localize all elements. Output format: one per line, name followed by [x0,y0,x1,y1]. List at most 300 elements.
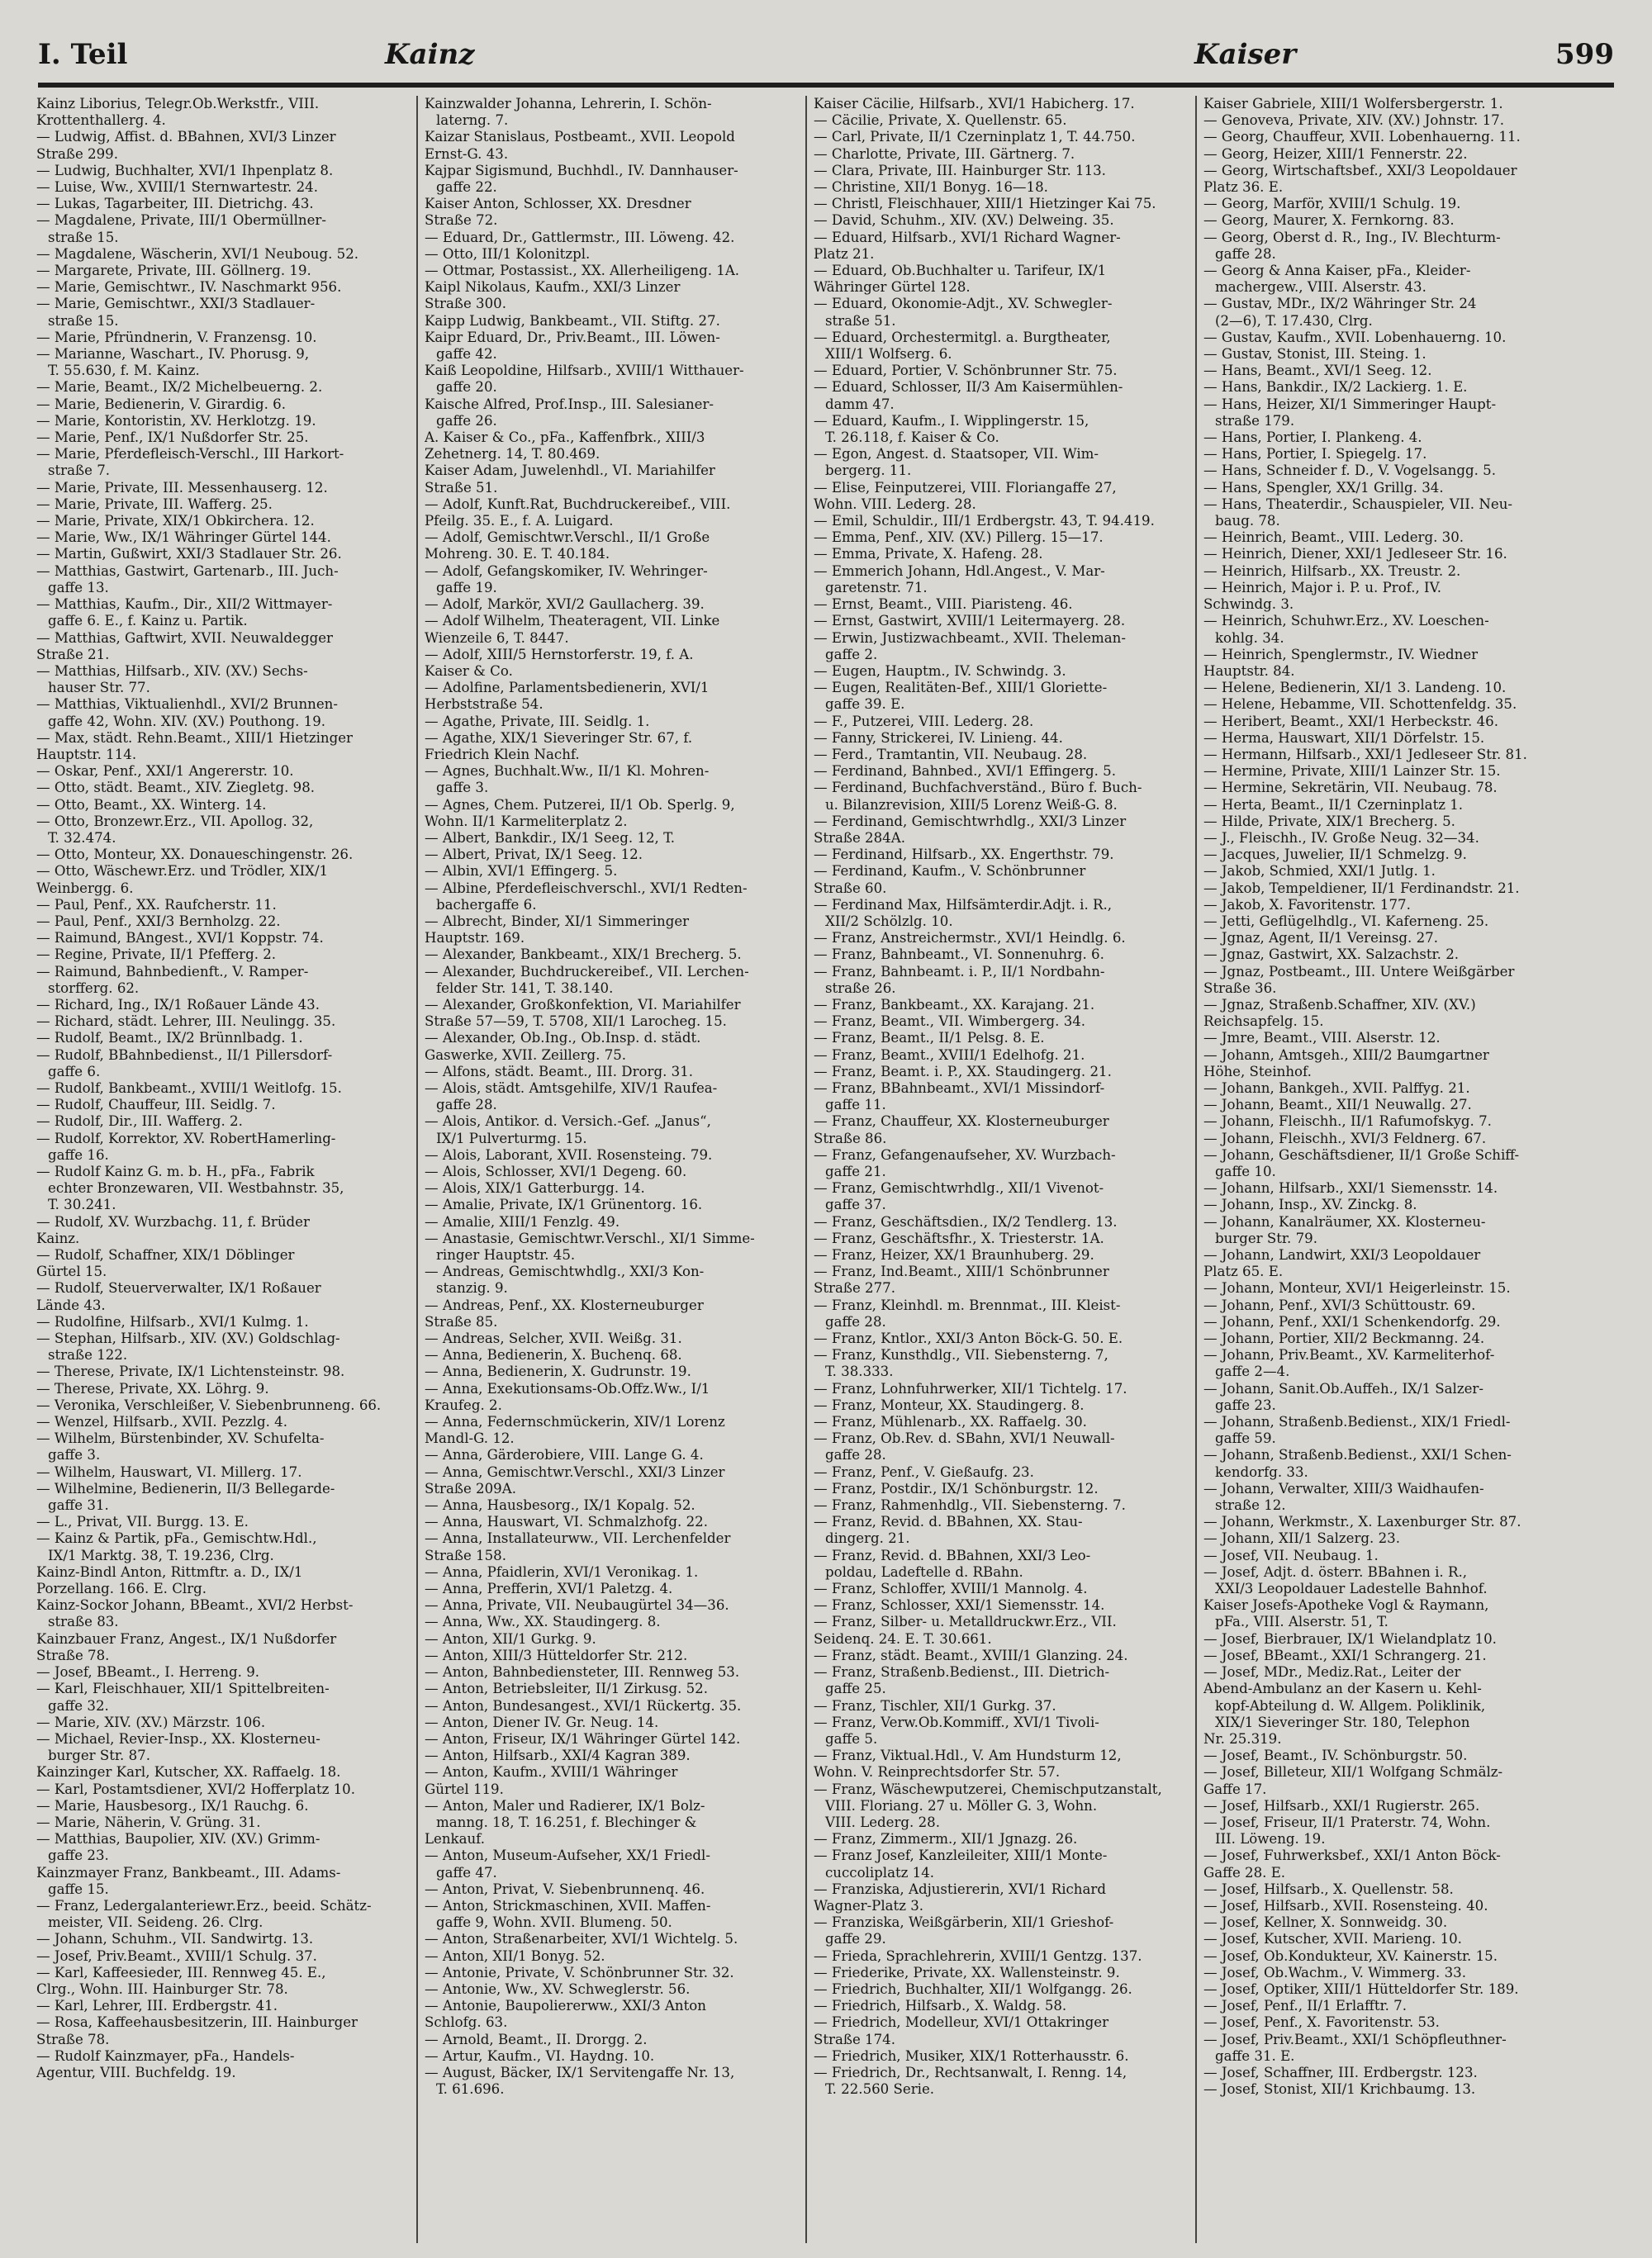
directory-line: baug. 78. [1215,513,1280,529]
directory-line: gaffe 32. [48,1697,109,1714]
directory-line: — Anton, Bahnbediensteter, III. Rennweg 53. [425,1664,740,1681]
directory-line: — Franz, Kleinhdl. m. Brennmat., III. Kleist- [814,1297,1121,1313]
directory-line: — Ferdinand Max, Hilfsämterdir.Adjt. i. R., [814,896,1113,913]
directory-line: — Rosa, Kaffeehausbesitzerin, III. Hainburger [36,2014,358,2031]
directory-line: — Emil, Schuldir., III/1 Erdbergstr. 43, T. 94.419. [814,513,1155,529]
directory-line: bachergaffe 6. [436,896,537,913]
directory-line: — Otto, Beamt., XX. Winterg. 14. [36,796,267,813]
directory-line: — Richard, städt. Lehrer, III. Neulingg. 35. [36,1013,336,1030]
directory-line: — Josef, BBeamt., XXI/1 Schrangerg. 21. [1203,1647,1487,1663]
directory-line: — Anna, Ww., XX. Staudingerg. 8. [425,1614,661,1630]
directory-line: Lenkauf. [425,1831,485,1848]
directory-line: — Anna, Gemischtwr.Verschl., XXI/3 Linzer [425,1463,725,1480]
directory-line: Reichsapfelg. 15. [1203,1013,1324,1030]
directory-line: — Anton, XII/1 Gurkg. 9. [425,1630,596,1647]
directory-line: gaffe 5. [825,1730,878,1747]
directory-line: Wienzeile 6, T. 8447. [425,629,569,646]
directory-line: — Anton, XII/1 Bonyg. 52. [425,1947,605,1964]
directory-line: Platz 21. [814,245,875,262]
directory-line: — Franz, Kntlor., XXI/3 Anton Böck-G. 50. E. [814,1331,1123,1347]
directory-line: straße 7. [48,463,111,479]
directory-line: gaffe 47. [436,1864,497,1881]
directory-line: — Heinrich, Beamt., VIII. Lederg. 30. [1203,529,1464,546]
directory-line: — Ferdinand, Buchfachverständ., Büro f. Buch- [814,780,1142,796]
directory-line: straße 122. [48,1347,128,1364]
directory-line: — Anton, Museum-Aufseher, XX/1 Friedl- [425,1848,710,1864]
directory-line: — Eduard, Hilfsarb., XVI/1 Richard Wagner- [814,229,1121,245]
directory-line: — Raimund, BAngest., XVI/1 Koppstr. 74. [36,930,324,946]
directory-line: — Friederike, Private, XX. Wallensteinstr. 9. [814,1964,1120,1980]
directory-line: — Albin, XVI/1 Effingerg. 5. [425,863,618,880]
directory-line: gaffe 2—4. [1215,1364,1290,1380]
directory-line: Wohn. VIII. Lederg. 28. [814,496,976,512]
directory-line: Porzellang. 166. E. Clrg. [36,1581,207,1597]
directory-line: — Franz, Penf., V. Gießaufg. 23. [814,1463,1034,1480]
directory-line: burger Str. 79. [1215,1230,1317,1246]
directory-line: gaffe 9, Wohn. XVII. Blumeng. 50. [436,1914,672,1931]
directory-line: — Heinrich, Spenglermstr., IV. Wiedner [1203,646,1479,662]
directory-line: — Josef, Hilfsarb., X. Quellenstr. 58. [1203,1881,1454,1897]
directory-line: — Emma, Private, X. Hafeng. 28. [814,546,1043,562]
directory-line: Kaiser Gabriele, XIII/1 Wolfersbergerstr. 1. [1203,96,1503,111]
directory-line: kohlg. 34. [1215,629,1284,646]
directory-line: — Anton, Friseur, IX/1 Währinger Gürtel 142. [425,1730,741,1747]
directory-line: Mandl-G. 12. [425,1430,515,1447]
directory-line: — Therese, Private, IX/1 Lichtensteinstr. 98. [36,1364,345,1380]
directory-line: — Marie, Private, XIX/1 Obkirchera. 12. [36,513,315,529]
directory-line: — Regine, Private, II/1 Pfefferg. 2. [36,946,277,963]
directory-line: — Hans, Portier, I. Spiegelg. 17. [1203,446,1427,463]
directory-line: — Adolf Wilhelm, Theateragent, VII. Linke [425,613,720,629]
directory-line: Gürtel 119. [425,1781,504,1797]
directory-line: Straße 299. [36,145,118,162]
directory-line: — Heinrich, Major i. P. u. Prof., IV. [1203,579,1441,595]
directory-line: — Friedrich, Buchhalter, XII/1 Wolfgangg. 26. [814,1980,1132,1997]
directory-line: — Franziska, Adjustiererin, XVI/1 Richard [814,1881,1106,1897]
directory-line: gaffe 19. [436,579,497,595]
directory-line: Platz 36. E. [1203,179,1284,196]
directory-line: — Johann, Geschäftsdiener, II/1 Große Schiff- [1203,1146,1520,1163]
directory-line: Kainzwalder Johanna, Lehrerin, I. Schön- [425,96,712,111]
directory-line: — Jetti, Geflügelhdlg., VI. Kaferneng. 25. [1203,913,1489,929]
directory-line: — Heinrich, Hilfsarb., XX. Treustr. 2. [1203,562,1461,579]
directory-line: — Erwin, Justizwachbeamt., XVII. Theleman- [814,629,1126,646]
directory-line: Wohn. V. Reinprechtsdorfer Str. 57. [814,1764,1061,1781]
directory-line: — Antonie, Ww., XV. Schweglerstr. 56. [425,1980,691,1997]
directory-line: — Karl, Postamtsdiener, XVI/2 Hofferplatz 10. [36,1781,356,1797]
directory-line: — Heinrich, Schuhwr.Erz., XV. Loeschen- [1203,613,1489,629]
directory-line: — Marie, Näherin, V. Grüng. 31. [36,1814,261,1830]
directory-line: — Johann, Straßenb.Bedienst., XIX/1 Friedl- [1203,1414,1511,1430]
directory-line: — Agnes, Chem. Putzerei, II/1 Ob. Sperlg. 9, [425,796,735,813]
directory-line: — Johann, Priv.Beamt., XV. Karmeliterhof- [1203,1347,1495,1364]
directory-line: — Johann, Beamt., XII/1 Neuwallg. 27. [1203,1097,1472,1113]
directory-line: — Franz, Straßenb.Bedienst., III. Dietrich- [814,1664,1110,1681]
page-header [38,38,1614,79]
directory-line: — Franz, Silber- u. Metalldruckwr.Erz., VII. [814,1614,1117,1630]
directory-line: — Veronika, Verschleißer, V. Siebenbrunneng. 66. [36,1397,382,1413]
directory-line: Kainz. [36,1230,80,1246]
directory-line: — Otto, Monteur, XX. Donaueschingenstr. 26. [36,847,354,863]
directory-line: Zehetnerg. 14, T. 80.469. [425,446,601,463]
directory-line: — Karl, Kaffeesieder, III. Rennweg 45. E., [36,1964,326,1980]
directory-line: Währinger Gürtel 128. [814,279,971,296]
directory-line: Kainzinger Karl, Kutscher, XX. Raffaelg. 18. [36,1764,341,1781]
directory-line: Kainz Liborius, Telegr.Ob.Werkstfr., VIII. [36,96,320,111]
directory-line: — Hilde, Private, XIX/1 Brecherg. 5. [1203,813,1455,829]
directory-line: Straße 277. [814,1280,895,1297]
directory-line: — Alois, Schlosser, XVI/1 Degeng. 60. [425,1164,687,1179]
directory-line: — Jakob, Schmied, XXI/1 Jutlg. 1. [1203,863,1436,880]
directory-line: — Friedrich, Musiker, XIX/1 Rotterhausstr. 6. [814,2047,1129,2064]
directory-line: — Ludwig, Affist. d. BBahnen, XVI/3 Linzer [36,129,336,145]
directory-line: — Jakob, Tempeldiener, II/1 Ferdinandstr. 21. [1203,880,1520,896]
directory-line: Ernst-G. 43. [425,145,509,162]
directory-line: — Alexander, Bankbeamt., XIX/1 Brecherg. 5. [425,946,742,963]
directory-line: Pfeilg. 35. E., f. A. Luigard. [425,513,614,529]
directory-line: — Rudolfine, Hilfsarb., XVI/1 Kulmg. 1. [36,1313,309,1330]
directory-line: — Marie, Hausbesorg., IX/1 Rauchg. 6. [36,1797,309,1814]
directory-line: — Jgnaz, Gastwirt, XX. Salzachstr. 2. [1203,946,1460,963]
directory-line: straße 12. [1215,1497,1286,1514]
directory-line: — Franz, Revid. d. BBahnen, XXI/3 Leo- [814,1547,1091,1563]
directory-line: — Hermine, Private, XIII/1 Lainzer Str. 15. [1203,763,1501,780]
directory-line: — Friedrich, Modelleur, XVI/1 Ottakringer [814,2014,1108,2031]
directory-line: garetenstr. 71. [825,579,928,595]
directory-line: — Margarete, Private, III. Göllnerg. 19. [36,263,311,279]
directory-line: — Eduard, Kaufm., I. Wipplingerstr. 15, [814,412,1089,429]
directory-line: Kaiser Cäcilie, Hilfsarb., XVI/1 Habicherg. 17. [814,96,1135,111]
directory-line: Schwindg. 3. [1203,596,1294,613]
directory-line: — Elise, Feinputzerei, VIII. Floriangaffe 27, [814,479,1117,496]
directory-line: — Oskar, Penf., XXI/1 Angererstr. 10. [36,763,294,780]
directory-line: — Andreas, Penf., XX. Klosterneuburger [425,1297,704,1313]
directory-line: — Agathe, Private, III. Seidlg. 1. [425,713,650,729]
directory-line: — Josef, Adjt. d. österr. BBahnen i. R., [1203,1563,1468,1580]
directory-line: — Therese, Private, XX. Löhrg. 9. [36,1380,269,1397]
directory-line: VIII. Lederg. 28. [825,1814,940,1830]
directory-line: — August, Bäcker, IX/1 Servitengaffe Nr. 13, [425,2064,735,2080]
directory-line: — Jacques, Juwelier, II/1 Schmelzg. 9. [1203,847,1467,863]
directory-line: — Eduard, Portier, V. Schönbrunner Str. 75. [814,363,1118,379]
directory-line: — Anna, Bedienerin, X. Buchenq. 68. [425,1347,682,1364]
directory-line: — Josef, Fuhrwerksbef., XXI/1 Anton Böck- [1203,1848,1501,1864]
directory-line: gaffe 28. [1215,245,1276,262]
directory-line: Agentur, VIII. Buchfeldg. 19. [36,2064,236,2080]
directory-line: — Franz, Beamt., XVIII/1 Edelhofg. 21. [814,1046,1085,1063]
directory-line: — Franz, Mühlenarb., XX. Raffaelg. 30. [814,1414,1087,1430]
directory-line: — Anna, Federnschmückerin, XIV/1 Lorenz [425,1414,725,1430]
directory-line: — Adolf, XIII/5 Hernstorferstr. 19, f. A. [425,646,694,662]
directory-line: XII/2 Schölzlg. 10. [825,913,953,929]
directory-line: Hauptstr. 114. [36,746,137,762]
directory-line: — Josef, Hilfsarb., XVII. Rosensteing. 40. [1203,1897,1488,1914]
directory-line: — Johann, Bankgeh., XVII. Palffyg. 21. [1203,1079,1470,1096]
directory-line: Platz 65. E. [1203,1264,1284,1280]
directory-line: — Franz, Ind.Beamt., XIII/1 Schönbrunner [814,1264,1109,1280]
directory-line: — Anna, Gärderobiere, VIII. Lange G. 4. [425,1447,704,1463]
directory-line: — Otto, städt. Beamt., XIV. Ziegletg. 98. [36,780,316,796]
directory-line: — Josef, Ob.Kondukteur, XV. Kainerstr. 15. [1203,1947,1498,1964]
directory-line: — Georg, Wirtschaftsbef., XXI/3 Leopoldauer [1203,162,1517,178]
directory-line: — Alexander, Ob.Ing., Ob.Insp. d. städt. [425,1030,701,1046]
directory-line: — Adolf, Gemischtwr.Verschl., II/1 Große [425,529,710,546]
directory-line: — Franz, Verw.Ob.Kommiff., XVI/1 Tivoli- [814,1714,1099,1730]
directory-line: Kaizar Stanislaus, Postbeamt., XVII. Leopold [425,129,735,145]
directory-line: — Marie, Gemischtwr., IV. Naschmarkt 956. [36,279,342,296]
directory-line: Schlofg. 63. [425,2014,508,2031]
directory-line: gaffe 6. E., f. Kainz u. Partik. [48,613,248,629]
directory-line: — Adolf, Gefangskomiker, IV. Wehringer- [425,562,708,579]
directory-line: — Ludwig, Buchhalter, XVI/1 Ihpenplatz 8. [36,162,334,178]
directory-line: — Georg, Heizer, XIII/1 Fennerstr. 22. [1203,145,1468,162]
directory-line: — Josef, Beamt., IV. Schönburgstr. 50. [1203,1748,1468,1764]
directory-line: Kajpar Sigismund, Buchhdl., IV. Dannhauser- [425,162,738,178]
directory-line: XIX/1 Sieveringer Str. 180, Telephon [1215,1714,1470,1730]
directory-line: Straße 72. [425,212,498,229]
directory-line: — Anna, Bedienerin, X. Gudrunstr. 19. [425,1364,691,1380]
running-head-right: Kaiser [1194,38,1297,71]
directory-line: — Rudolf, Steuerverwalter, IX/1 Roßauer [36,1280,321,1297]
directory-line: — Hans, Spengler, XX/1 Grillg. 34. [1203,479,1444,496]
directory-line: III. Löweng. 19. [1215,1831,1326,1848]
directory-line: machergew., VIII. Alserstr. 43. [1215,279,1427,296]
directory-line: — Alexander, Buchdruckereibef., VII. Lerchen- [425,963,749,980]
directory-line: Seidenq. 24. E. T. 30.661. [814,1630,992,1647]
directory-line: — Anton, Hilfsarb., XXI/4 Kagran 389. [425,1748,691,1764]
directory-line: T. 30.241. [48,1197,116,1213]
directory-line: Kaiß Leopoldine, Hilfsarb., XVIII/1 Witthauer- [425,363,744,379]
directory-line: — Raimund, Bahnbedienft., V. Ramper- [36,963,309,980]
directory-line: Kaipl Nikolaus, Kaufm., XXI/3 Linzer [425,279,681,296]
directory-line: — Marie, Pfründnerin, V. Franzensg. 10. [36,329,317,345]
directory-line: — Ferd., Tramtantin, VII. Neubaug. 28. [814,746,1088,762]
directory-line: — Josef, Kutscher, XVII. Marieng. 10. [1203,1931,1462,1947]
directory-line: Kaiser Adam, Juwelenhdl., VI. Mariahilfer [425,463,715,479]
directory-line: — Hans, Portier, I. Plankeng. 4. [1203,429,1422,446]
directory-line: Friedrich Klein Nachf. [425,746,580,762]
directory-line: — Rudolf, Chauffeur, III. Seidlg. 7. [36,1097,276,1113]
directory-line: — Anton, Maler und Radierer, IX/1 Bolz- [425,1797,705,1814]
directory-line: echter Bronzewaren, VII. Westbahnstr. 35, [48,1180,344,1197]
directory-line: — Wenzel, Hilfsarb., XVII. Pezzlg. 4. [36,1414,288,1430]
directory-line: — Amalie, XIII/1 Fenzlg. 49. [425,1213,620,1230]
directory-line: — Albert, Bankdir., IX/1 Seeg. 12, T. [425,829,675,846]
directory-line: — Alois, Laborant, XVII. Rosensteing. 79. [425,1146,713,1163]
directory-line: Hauptstr. 169. [425,930,525,946]
directory-line: — Josef, Optiker, XIII/1 Hütteldorfer Str. 189. [1203,1980,1519,1997]
directory-line: straße 15. [48,312,119,329]
directory-line: — Franz, Kunsthdlg., VII. Siebensterng. 7, [814,1347,1108,1364]
directory-line: — Otto, Wäschewr.Erz. und Trödler, XIX/1 [36,863,329,880]
directory-line: — Josef, Ob.Wachm., V. Wimmerg. 33. [1203,1964,1466,1980]
directory-line: — Rudolf, Korrektor, XV. RobertHamerling- [36,1130,336,1146]
directory-line: Kaiser Anton, Schlosser, XX. Dresdner [425,196,691,212]
directory-line: — Franz, Bankbeamt., XX. Karajang. 21. [814,996,1095,1013]
directory-line: — Georg, Maurer, X. Fernkorng. 83. [1203,212,1455,229]
directory-line: Herbststraße 54. [425,696,544,713]
directory-line: gaffe 25. [825,1681,886,1697]
directory-line: Gaffe 17. [1203,1781,1267,1797]
directory-line: — Anton, Kaufm., XVIII/1 Währinger [425,1764,678,1781]
directory-line: — Matthias, Gastwirt, Gartenarb., III. Juch- [36,562,339,579]
directory-line: Straße 57—59, T. 5708, XII/1 Larocheg. 15. [425,1013,727,1030]
directory-line: — Anastasie, Gemischtwr.Verschl., XI/1 Simme- [425,1230,755,1246]
directory-line: — Johann, Amtsgeh., XIII/2 Baumgartner [1203,1046,1489,1063]
directory-line: — Fanny, Strickerei, IV. Linieng. 44. [814,729,1063,746]
directory-line: Lände 43. [36,1297,106,1313]
directory-line: gaffe 28. [436,1097,497,1113]
directory-line: — Heribert, Beamt., XXI/1 Herbeckstr. 46. [1203,713,1498,729]
directory-line: — Franz, Geschäftsfhr., X. Triesterstr. 1A. [814,1230,1104,1246]
directory-line: — Alois, XIX/1 Gatterburgg. 14. [425,1180,645,1197]
directory-line: — F., Putzerei, VIII. Lederg. 28. [814,713,1034,729]
directory-line: Kainz-Sockor Johann, BBeamt., XVI/2 Herbst- [36,1597,354,1614]
directory-line: — Anna, Prefferin, XVI/1 Paletzg. 4. [425,1581,673,1597]
directory-line: — Cäcilie, Private, X. Quellenstr. 65. [814,112,1067,129]
directory-line: — Michael, Revier-Insp., XX. Klosterneu- [36,1730,320,1747]
directory-line: ringer Hauptstr. 45. [436,1247,576,1264]
directory-line: — Anton, Diener IV. Gr. Neug. 14. [425,1714,659,1730]
directory-line: — Johann, XII/1 Salzerg. 23. [1203,1530,1400,1547]
directory-line: — Luise, Ww., XVIII/1 Sternwartestr. 24. [36,179,318,196]
directory-line: — Eugen, Realitäten-Bef., XIII/1 Gloriette- [814,680,1108,696]
directory-line: — Herta, Beamt., II/1 Czerninplatz 1. [1203,796,1464,813]
directory-line: gaffe 10. [1215,1164,1276,1179]
directory-line: Weinbergg. 6. [36,880,134,896]
directory-line: — Franz, Gefangenaufseher, XV. Wurzbach- [814,1146,1116,1163]
directory-line: — Anna, Private, VII. Neubaugürtel 34—36. [425,1597,729,1614]
directory-line: gaffe 3. [436,780,489,796]
directory-line: — Emmerich Johann, Hdl.Angest., V. Mar- [814,562,1105,579]
directory-line: Abend-Ambulanz an der Kasern u. Kehl- [1203,1681,1482,1697]
directory-line: — Matthias, Viktualienhdl., XVI/2 Brunnen- [36,696,338,713]
directory-line: Straße 86. [814,1130,887,1146]
directory-line: — Eduard, Dr., Gattlermstr., III. Löweng. 42. [425,229,735,245]
directory-line: — Hans, Heizer, XI/1 Simmeringer Haupt- [1203,396,1497,412]
directory-line: — Johann, Kanalräumer, XX. Klosterneu- [1203,1213,1486,1230]
directory-line: — Hans, Schneider f. D., V. Vogelsangg. 5. [1203,463,1496,479]
directory-line: — Adolf, Markör, XVI/2 Gaullacherg. 39. [425,596,705,613]
directory-line: — Magdalene, Private, III/1 Obermüllner- [36,212,326,229]
directory-line: gaffe 28. [825,1447,886,1463]
directory-line: gaffe 31. [48,1497,109,1514]
directory-line: T. 22.560 Serie. [825,2081,935,2098]
directory-line: — Genoveva, Private, XIV. (XV.) Johnstr. 17. [1203,112,1504,129]
directory-line: Kaische Alfred, Prof.Insp., III. Salesianer- [425,396,714,412]
directory-line: — Anna, Installateurww., VII. Lerchenfelder [425,1530,731,1547]
directory-line: bergerg. 11. [825,463,912,479]
directory-line: — Matthias, Baupolier, XIV. (XV.) Grimm- [36,1831,320,1848]
directory-line: — Gustav, Stonist, III. Steing. 1. [1203,346,1427,363]
directory-line: — Alois, Antikor. d. Versich.-Gef. „Janus“, [425,1113,711,1130]
directory-line: u. Bilanzrevision, XIII/5 Lorenz Weiß-G. 8. [825,796,1118,813]
directory-line: meister, VII. Seideng. 26. Clrg. [48,1914,263,1931]
directory-line: — Josef, BBeamt., I. Herreng. 9. [36,1664,260,1681]
directory-line: Kainzmayer Franz, Bankbeamt., III. Adams- [36,1864,341,1881]
directory-line: — Jakob, X. Favoritenstr. 177. [1203,896,1411,913]
directory-line: Kainz-Bindl Anton, Rittmftr. a. D., IX/1 [36,1563,303,1580]
directory-line: — Ferdinand, Kaufm., V. Schönbrunner [814,863,1086,880]
directory-line: — Jgnaz, Straßenb.Schaffner, XIV. (XV.) [1203,996,1476,1013]
directory-line: Kaipp Ludwig, Bankbeamt., VII. Stiftg. 27. [425,312,720,329]
directory-line: Straße 60. [814,880,887,896]
directory-line: gaffe 59. [1215,1430,1276,1447]
directory-line: — Clara, Private, III. Hainburger Str. 113. [814,162,1106,178]
directory-line: — Rudolf, XV. Wurzbachg. 11, f. Brüder [36,1213,310,1230]
directory-line: — Wilhelm, Bürstenbinder, XV. Schufelta- [36,1430,325,1447]
directory-line: Wohn. II/1 Karmeliterplatz 2. [425,813,628,829]
directory-line: — Agnes, Buchhalt.Ww., II/1 Kl. Mohren- [425,763,710,780]
directory-line: Kaipr Eduard, Dr., Priv.Beamt., III. Löwen- [425,329,720,345]
directory-line: damm 47. [825,396,895,412]
directory-line: — Marie, Ww., IX/1 Währinger Gürtel 144. [36,529,331,546]
directory-line: — Franz, Bahnbeamt. i. P., II/1 Nordbahn- [814,963,1105,980]
directory-line: Straße 158. [425,1547,506,1563]
directory-line: Straße 51. [425,479,498,496]
directory-line: — Johann, Schuhm., VII. Sandwirtg. 13. [36,1931,314,1947]
directory-line: — Rudolf, Beamt., IX/2 Brünnlbadg. 1. [36,1030,303,1046]
directory-line: — Anna, Hauswart, VI. Schmalzhofg. 22. [425,1514,708,1530]
directory-line: — Jgnaz, Agent, II/1 Vereinsg. 27. [1203,930,1438,946]
directory-line: gaffe 37. [825,1197,886,1213]
directory-line: — Kainz & Partik, pFa., Gemischtw.Hdl., [36,1530,317,1547]
directory-line: — Heinrich, Diener, XXI/1 Jedleseer Str. 16. [1203,546,1507,562]
directory-line: — Franz, Postdir., IX/1 Schönburgstr. 12. [814,1480,1099,1497]
directory-line: — Hans, Beamt., XVI/1 Seeg. 12. [1203,363,1432,379]
directory-line: — Otto, Bronzewr.Erz., VII. Apollog. 32, [36,813,314,829]
directory-line: gaffe 23. [1215,1397,1276,1413]
directory-line: T. 61.696. [436,2081,505,2098]
directory-line: — Eugen, Hauptm., IV. Schwindg. 3. [814,662,1066,679]
directory-line: — Adolfine, Parlamentsbedienerin, XVI/1 [425,680,710,696]
directory-line: — Carl, Private, II/1 Czerninplatz 1, T. 44.750. [814,129,1136,145]
directory-line: — Anton, Bundesangest., XVI/1 Rückertg. 35. [425,1697,742,1714]
directory-line: — Paul, Penf., XX. Raufcherstr. 11. [36,896,277,913]
directory-line: — Anton, Strickmaschinen, XVII. Maffen- [425,1897,711,1914]
directory-line: Hauptstr. 84. [1203,662,1295,679]
directory-line: — Karl, Fleischhauer, XII/1 Spittelbreiten- [36,1681,330,1697]
directory-line: straße 15. [48,229,119,245]
directory-line: — Karl, Lehrer, III. Erdbergstr. 41. [36,1998,278,2014]
directory-line: — Marie, Penf., IX/1 Nußdorfer Str. 25. [36,429,309,446]
column-3 [814,96,1207,2243]
directory-line: T. 38.333. [825,1364,894,1380]
directory-line: — Jgnaz, Postbeamt., III. Untere Weißgärber [1203,963,1515,980]
directory-line: hauser Str. 77. [48,680,150,696]
directory-line: — Johann, Fleischh., XVI/3 Feldnerg. 67. [1203,1130,1487,1146]
directory-line: — Antonie, Baupoliererww., XXI/3 Anton [425,1998,706,2014]
directory-line: gaffe 20. [436,379,497,396]
directory-line: — Herma, Hauswart, XII/1 Dörfelstr. 15. [1203,729,1485,746]
directory-line: — Christine, XII/1 Bonyg. 16—18. [814,179,1048,196]
directory-line: — Ernst, Beamt., VIII. Piaristeng. 46. [814,596,1073,613]
directory-line: — Franziska, Weißgärberin, XII/1 Grieshof- [814,1914,1114,1931]
directory-line: — Ottmar, Postassist., XX. Allerheiligeng. 1A. [425,263,740,279]
directory-line: — Marie, Pferdefleisch-Verschl., III Harkort- [36,446,344,463]
directory-line: — Eduard, Schlosser, II/3 Am Kaisermühlen- [814,379,1123,396]
directory-line: — Eduard, Ob.Buchhalter u. Tarifeur, IX/1 [814,263,1107,279]
directory-line: — Johann, Werkmstr., X. Laxenburger Str. 87. [1203,1514,1521,1530]
directory-line: — Franz, Lohnfuhrwerker, XII/1 Tichtelg. 17. [814,1380,1127,1397]
directory-line: T. 26.118, f. Kaiser & Co. [825,429,999,446]
directory-line: — Johann, Landwirt, XXI/3 Leopoldauer [1203,1247,1481,1264]
directory-line: dingerg. 21. [825,1530,910,1547]
directory-line: — Marianne, Waschart., IV. Phorusg. 9, [36,346,310,363]
directory-line: pFa., VIII. Alserstr. 51, T. [1215,1614,1389,1630]
directory-line: — Josef, Bierbrauer, IX/1 Wielandplatz 10. [1203,1630,1497,1647]
directory-line: — Adolf, Kunft.Rat, Buchdruckereibef., VIII. [425,496,731,512]
